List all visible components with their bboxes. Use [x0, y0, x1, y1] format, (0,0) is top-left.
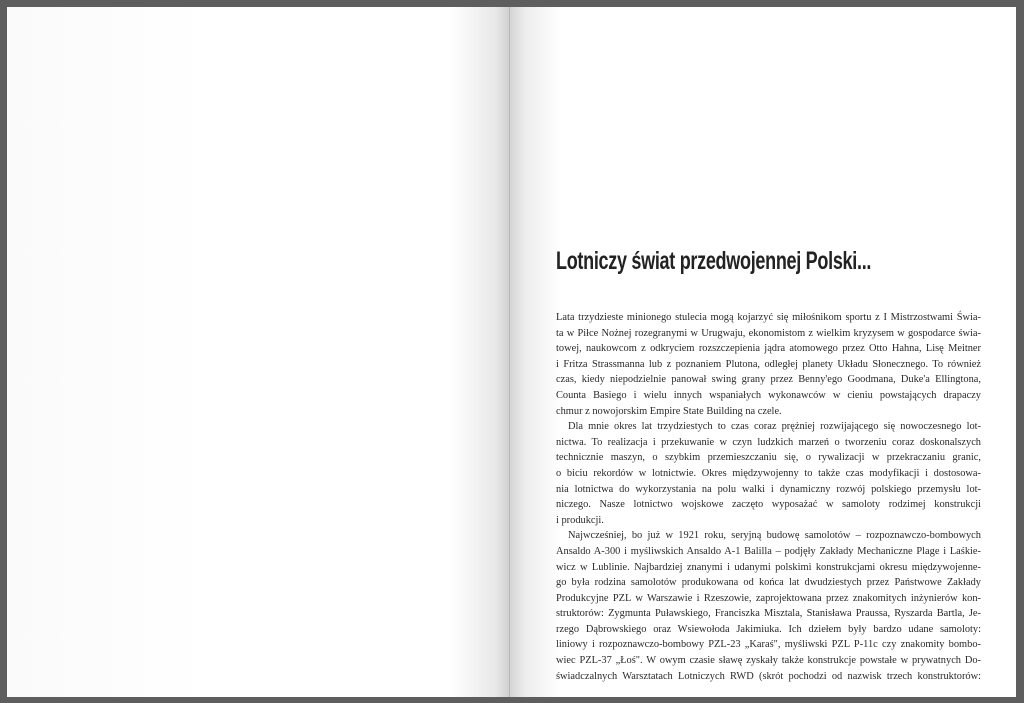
text-line: go była rodzina samolotów produkowana od końca lat dwudziestych przez Państwowe Zakłady — [556, 577, 981, 589]
text-line: Counta Basiego i wielu innych wspaniałych wykonawców w cieniu powstających drapaczy — [556, 389, 981, 401]
body-text — [556, 310, 981, 684]
left-page-blank — [7, 7, 510, 697]
text-line: struktorów: Zygmunta Puławskiego, Franciszka Misztala, Stanisława Praussa, Ryszarda Bartla, Je- — [556, 608, 981, 620]
text-line: czas, kiedy niepodzielnie panował swing grany przez Benny'ego Goodmana, Duke'a Ellingtona, — [556, 374, 981, 386]
text-line: Produkcyjne PZL w Warszawie i Rzeszowie, zaprojektowana przez znakomitych inżynierów kon- — [556, 592, 981, 604]
text-line: i Fritza Strassmanna lub z poznaniem Plutona, odległej planety Układu Słonecznego. To również — [556, 358, 981, 370]
text-line: towej, naukowcom z odkryciem rozszczepienia jądra atomowego przez Otto Hahna, Lisę Meitner — [556, 343, 981, 355]
text-line: niczego. Nasze lotnictwo wojskowe zaczęto wyposażać w samoloty rodzimej konstrukcji — [556, 499, 981, 511]
text-line: wicz w Lublinie. Najbardziej znanymi i udanymi polskimi konstrukcjami okresu międzywojenne- — [556, 561, 981, 573]
text-line: ta w Piłce Nożnej rozegranymi w Urugwaju, ekonomistom z wielkim kryzysem w gospodarce świa- — [556, 327, 981, 339]
paragraph-1 — [556, 310, 981, 419]
text-line: Lata trzydzieste minionego stulecia mogą kojarzyć się miłośnikom sportu z I Mistrzostwami Świa- — [556, 312, 981, 323]
chapter-title: Lotniczy świat przedwojennej Polski... — [556, 247, 872, 275]
text-line: Najwcześniej, bo już w 1921 roku, seryjną budowę samolotów – rozpoznawczo-bombowych — [568, 530, 981, 542]
text-line: wiec PZL-37 „Łoś". W owym czasie sławę zyskały także konstrukcje powstałe w prywatnych Do- — [556, 655, 981, 667]
text-line: i produkcji. — [556, 514, 604, 526]
text-line: technicznie maszyn, o szybkim przemieszczaniu się, o rywalizacji w przekraczaniu granic, — [556, 452, 981, 464]
text-line: chmur z nowojorskim Empire State Building na czele. — [556, 405, 782, 417]
text-line: Dla mnie okres lat trzydziestych to czas coraz prężniej rozwijającego się nowoczesnego lot- — [568, 421, 981, 433]
paragraph-3 — [556, 528, 981, 684]
text-line: nictwa. To realizacja i przekuwanie w czyn ludzkich marzeń o tworzeniu coraz doskonalszych — [556, 436, 981, 448]
text-line: nia lotnictwa do wykorzystania na polu walki i dynamiczny rozwój polskiego przemysłu lot- — [556, 483, 981, 495]
text-line: Ansaldo A-300 i myśliwskich Ansaldo A-1 Balilla – podjęły Zakłady Mechaniczne Plage i Laśkie- — [556, 545, 981, 557]
text-line: liniowy i rozpoznawczo-bombowy PZL-23 „Karaś", myśliwski PZL P-11c czy znakomity bombo- — [556, 639, 981, 651]
right-page — [510, 7, 1016, 697]
text-line: o biciu rekordów w lotnictwie. Okres międzywojenny to także czas modyfikacji i dostosowa- — [556, 467, 981, 479]
text-line: rzego Dąbrowskiego oraz Wsiewołoda Jakimiuka. Ich dziełem były bardzo udane samoloty: — [556, 623, 981, 635]
paragraph-2 — [556, 419, 981, 528]
text-line: świadczalnych Warsztatach Lotniczych RWD (skrót pochodzi od nazwisk trzech konstruktorów: — [556, 670, 981, 682]
